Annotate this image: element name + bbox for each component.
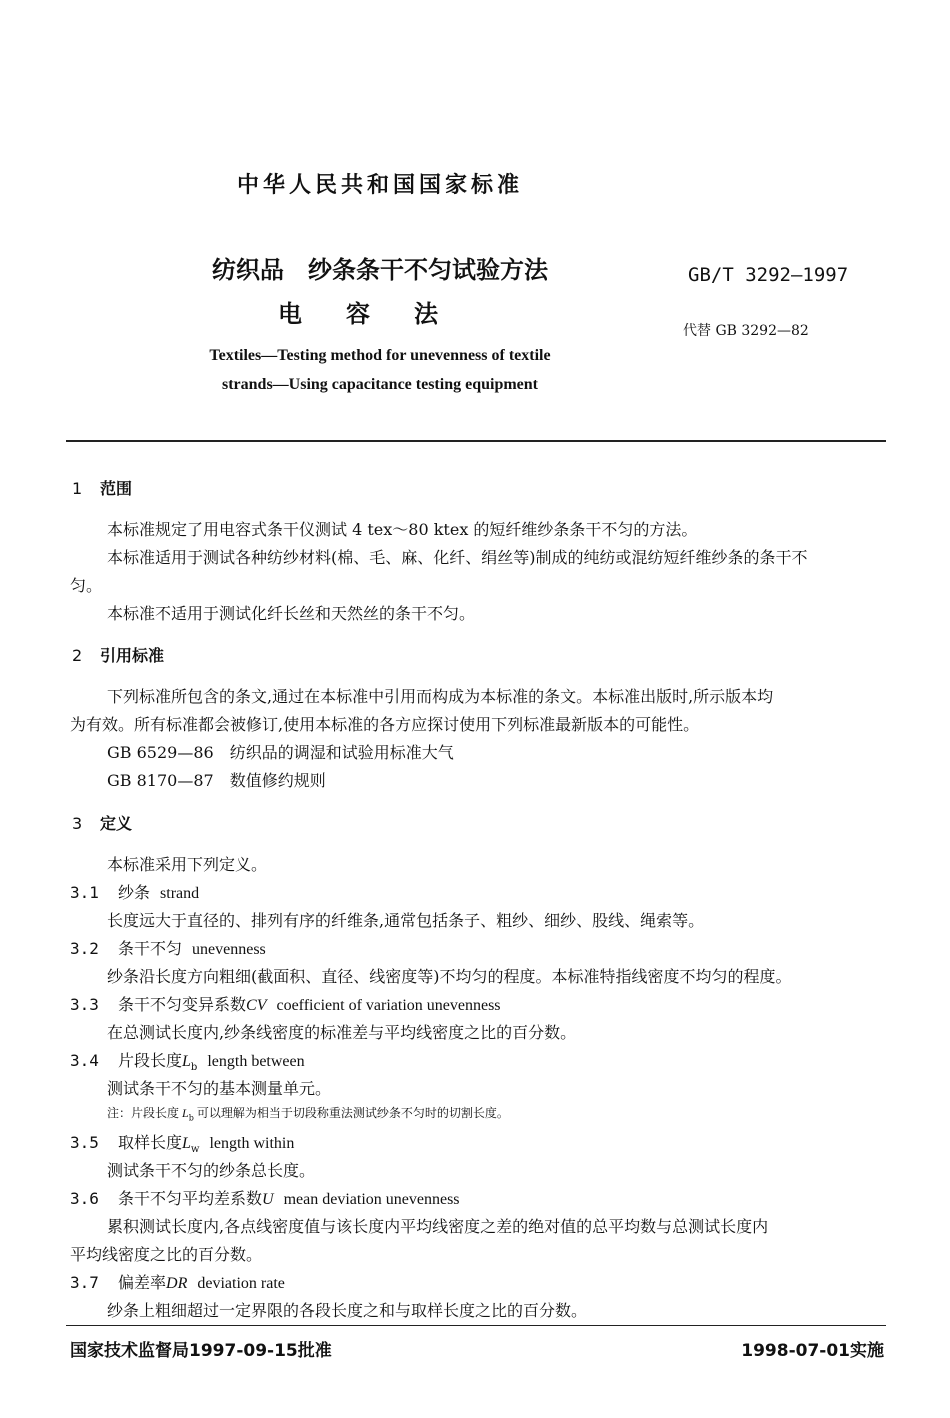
definition-text: 测试条干不匀的基本测量单元。	[107, 1079, 332, 1098]
effective-date: 1998-07-01实施	[741, 1341, 884, 1361]
section-number: 1	[72, 479, 83, 498]
term-en: length within	[209, 1135, 295, 1152]
term-zh: 条干不匀变异系数	[118, 995, 247, 1014]
definition-3-7	[70, 1270, 285, 1293]
clause-number: 3.6	[70, 1189, 99, 1208]
footer-rule	[66, 1325, 886, 1326]
term-zh: 取样长度	[118, 1133, 183, 1152]
term-symbol: L	[182, 1135, 191, 1152]
section-1-heading	[72, 476, 132, 499]
term-en: strand	[160, 885, 200, 902]
title-en-line1: Textiles—Testing method for unevenness of textile	[209, 347, 551, 364]
clause-number: 3.5	[70, 1133, 99, 1152]
reference-item: GB 6529—86 纺织品的调湿和试验用标准大气	[107, 743, 454, 762]
reference-item: GB 8170—87 数值修约规则	[107, 771, 326, 790]
definition-text: 纱条沿长度方向粗细(截面积、直径、线密度等)不均匀的程度。本标准特指线密度不均匀的程度。	[107, 967, 792, 986]
term-zh: 条干不匀	[118, 939, 183, 958]
term-zh: 纱条	[118, 883, 151, 902]
definition-text: 累积测试长度内,各点线密度值与该长度内平均线密度之差的绝对值的总平均数与总测试长度内	[107, 1217, 769, 1236]
definition-text: 纱条上粗细超过一定界限的各段长度之和与取样长度之比的百分数。	[107, 1301, 588, 1320]
replaces-note: 代替 GB 3292—82	[683, 323, 809, 339]
paragraph: 本标准规定了用电容式条干仪测试 4 tex～80 ktex 的短纤维纱条条干不匀的方法。	[107, 520, 698, 539]
term-en: length between	[207, 1053, 305, 1070]
clause-number: 3.7	[70, 1273, 99, 1292]
definition-text: 平均线密度之比的百分数。	[70, 1245, 263, 1264]
title-en-line2: strands—Using capacitance testing equipment	[221, 376, 538, 393]
term-subscript: w	[190, 1144, 200, 1156]
section-title: 引用标准	[100, 646, 165, 665]
term-symbol: DR	[166, 1275, 188, 1292]
term-symbol: CV	[246, 997, 267, 1014]
title-zh-line1: 纺织品 纱条条干不匀试验方法	[212, 256, 548, 284]
section-title: 定义	[100, 814, 133, 833]
clause-number: 3.4	[70, 1051, 99, 1070]
definition-3-3	[70, 992, 501, 1015]
clause-number: 3.2	[70, 939, 99, 958]
section-2-heading	[72, 643, 164, 666]
term-symbol: L	[182, 1053, 191, 1070]
definition-text: 长度远大于直径的、排列有序的纤维条,通常包括条子、粗纱、细纱、股线、绳索等。	[107, 911, 705, 930]
section-title: 范围	[100, 479, 133, 498]
term-en: mean deviation unevenness	[283, 1191, 460, 1208]
standard-name: 中华人民共和国国家标准	[236, 173, 523, 198]
definition-3-1	[70, 880, 199, 903]
term-zh: 条干不匀平均差系数	[118, 1189, 263, 1208]
term-subscript: b	[190, 1062, 198, 1074]
definition-3-2	[70, 936, 266, 959]
note-symbol: L	[182, 1106, 189, 1120]
paragraph: 本标准适用于测试各种纺纱材料(棉、毛、麻、化纤、绢丝等)制成的纯纺或混纺短纤维纱条的条干不	[107, 548, 808, 567]
section-3-heading	[72, 811, 132, 834]
definition-3-4	[70, 1048, 305, 1073]
term-en: coefficient of variation unevenness	[276, 997, 501, 1014]
paragraph: 匀。	[70, 576, 103, 595]
definition-3-5	[70, 1130, 294, 1155]
header-rule	[66, 440, 886, 442]
definition-text: 测试条干不匀的纱条总长度。	[107, 1161, 316, 1180]
definition-note	[107, 1104, 509, 1122]
definition-text: 在总测试长度内,纱条线密度的标准差与平均线密度之比的百分数。	[107, 1023, 577, 1042]
term-en: deviation rate	[197, 1275, 285, 1292]
clause-number: 3.1	[70, 883, 99, 902]
term-zh: 片段长度	[118, 1051, 183, 1070]
standard-code: GB/T 3292—1997	[688, 264, 849, 286]
section-number: 3	[72, 814, 83, 833]
paragraph: 本标准不适用于测试化纤长丝和天然丝的条干不匀。	[107, 604, 476, 623]
term-zh: 偏差率	[118, 1273, 167, 1292]
title-zh-line2: 电容法	[278, 300, 482, 328]
note-subscript: b	[188, 1113, 194, 1123]
approval-date: 国家技术监督局1997-09-15批准	[70, 1341, 332, 1361]
paragraph: 本标准采用下列定义。	[107, 855, 268, 874]
note-text: 可以理解为相当于切段称重法测试纱条不匀时的切割长度。	[196, 1106, 509, 1120]
term-en: unevenness	[192, 941, 266, 958]
term-symbol: U	[262, 1191, 274, 1208]
section-number: 2	[72, 646, 83, 665]
paragraph: 为有效。所有标准都会被修订,使用本标准的各方应探讨使用下列标准最新版本的可能性。	[70, 715, 700, 734]
clause-number: 3.3	[70, 995, 99, 1014]
paragraph: 下列标准所包含的条文,通过在本标准中引用而构成为本标准的条文。本标准出版时,所示版本均	[107, 687, 774, 706]
note-prefix: 注：片段长度	[107, 1106, 180, 1120]
definition-3-6	[70, 1186, 460, 1209]
